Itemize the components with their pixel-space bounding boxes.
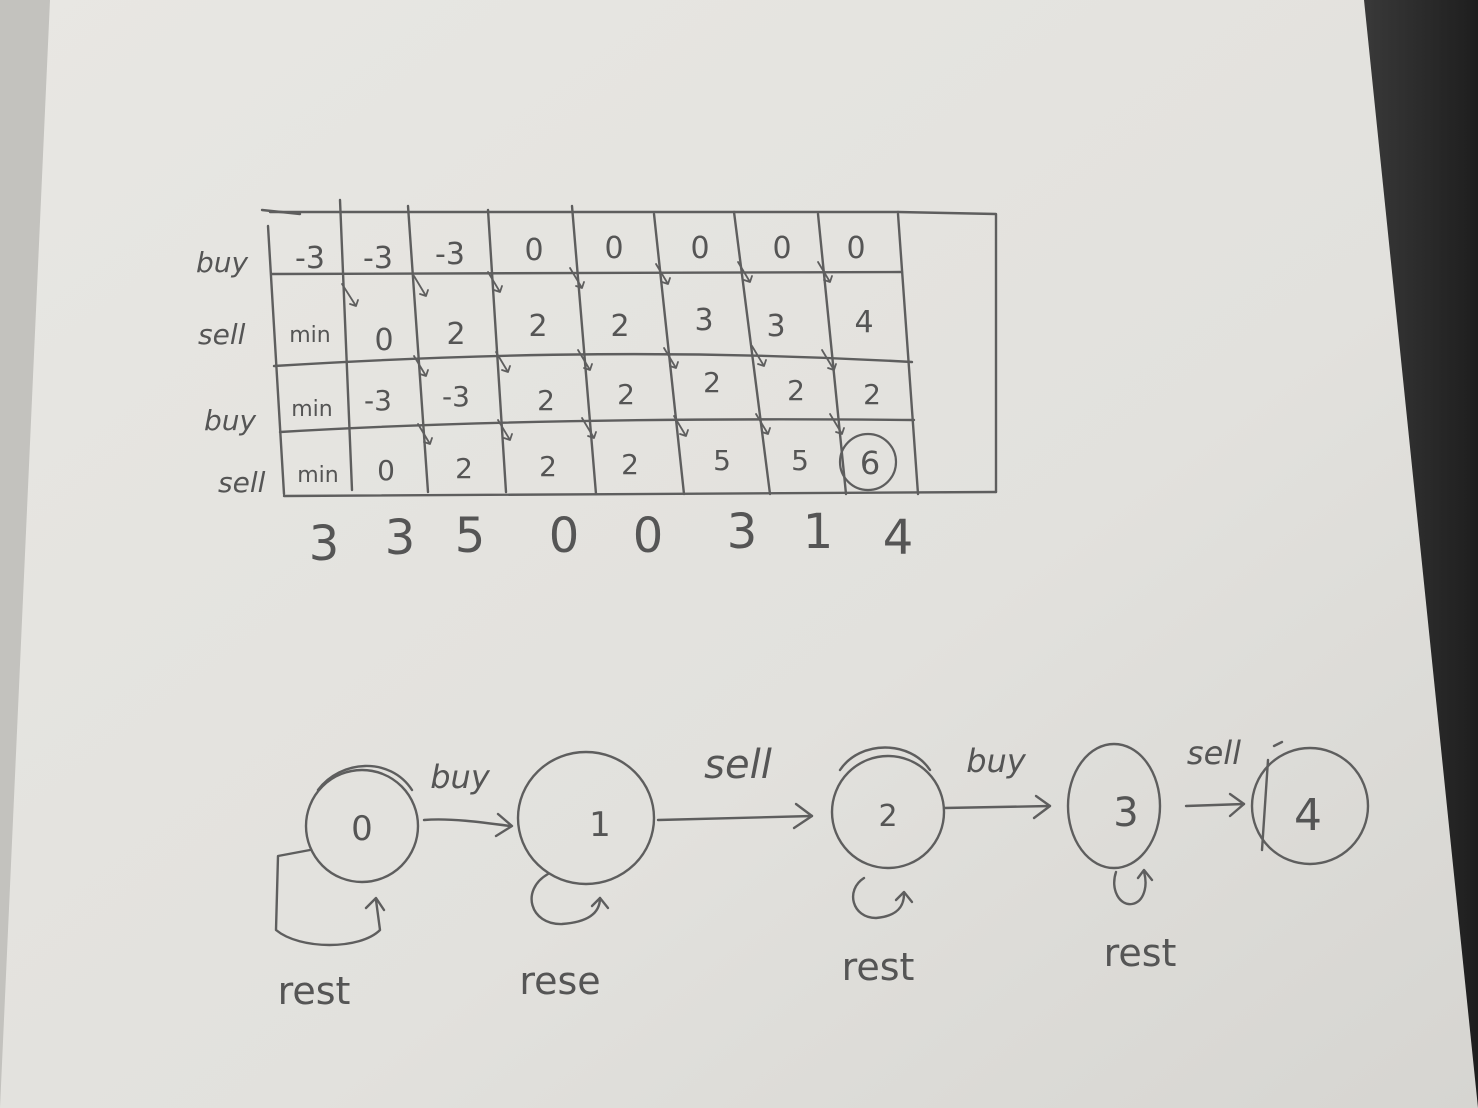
cell-r4-c5: 2 [621,448,639,481]
price-7: 1 [802,504,834,560]
cell-r4-c1: min [297,463,339,488]
cell-r3-c2: -3 [364,384,392,417]
rest-label-2: rest [841,945,915,989]
row-label-sell-1: sell [198,318,246,351]
row-label-buy-1: buy [196,246,249,279]
cell-r1-c2: -3 [363,241,393,276]
cell-r1-c4: 0 [524,233,544,268]
cell-r1-c3: -3 [435,237,465,272]
price-5: 0 [632,508,664,564]
price-3: 5 [454,508,486,564]
cell-r4-c7: 5 [791,444,809,477]
cell-r3-c1: min [291,397,333,422]
price-4: 0 [548,508,580,564]
transition-label-sell-1: sell [704,742,772,788]
cell-r2-c5: 2 [610,309,630,344]
cell-r4-c4: 2 [539,450,557,483]
state-0-label: 0 [351,809,373,849]
cell-r2-c4: 2 [528,309,548,344]
state-4-label: 4 [1294,790,1322,841]
cell-r1-c7: 0 [772,231,792,266]
cell-r2-c2: 0 [374,323,394,358]
state-3-label: 3 [1113,790,1139,836]
cell-r1-c1: -3 [295,241,325,276]
rest-label-1: rese [519,959,601,1003]
transition-label-buy-1: buy [430,758,490,796]
cell-r4-c3: 2 [455,452,473,485]
price-1: 3 [308,516,340,572]
cell-r2-c1: min [289,323,331,348]
cell-r4-c2: 0 [377,454,395,487]
transition-label-buy-2: buy [966,742,1026,780]
cell-r3-c3: -3 [442,380,470,413]
row-label-buy-2: buy [204,404,257,437]
cell-r4-c6: 5 [713,444,731,477]
transition-label-sell-2: sell [1186,734,1242,772]
cell-r3-c4: 2 [537,384,555,417]
rest-label-0: rest [277,969,351,1013]
cell-r3-c6: 2 [703,366,721,399]
cell-r1-c5: 0 [604,231,624,266]
price-8: 4 [882,510,914,566]
cell-r3-c8: 2 [863,378,881,411]
state-1-label: 1 [589,805,611,845]
cell-r2-c7: 3 [766,309,786,344]
rest-label-3: rest [1103,931,1177,975]
cell-r3-c7: 2 [787,374,805,407]
cell-r1-c6: 0 [690,231,710,266]
state-2-label: 2 [878,799,898,834]
price-2: 3 [384,510,416,566]
cell-r3-c5: 2 [617,378,635,411]
cell-r2-c3: 2 [446,317,466,352]
cell-r1-c8: 0 [846,231,866,266]
cell-r2-c8: 4 [854,305,874,340]
row-label-sell-2: sell [218,466,266,499]
circled-answer: 6 [859,444,881,482]
price-6: 3 [726,504,758,560]
cell-r2-c6: 3 [694,303,714,338]
